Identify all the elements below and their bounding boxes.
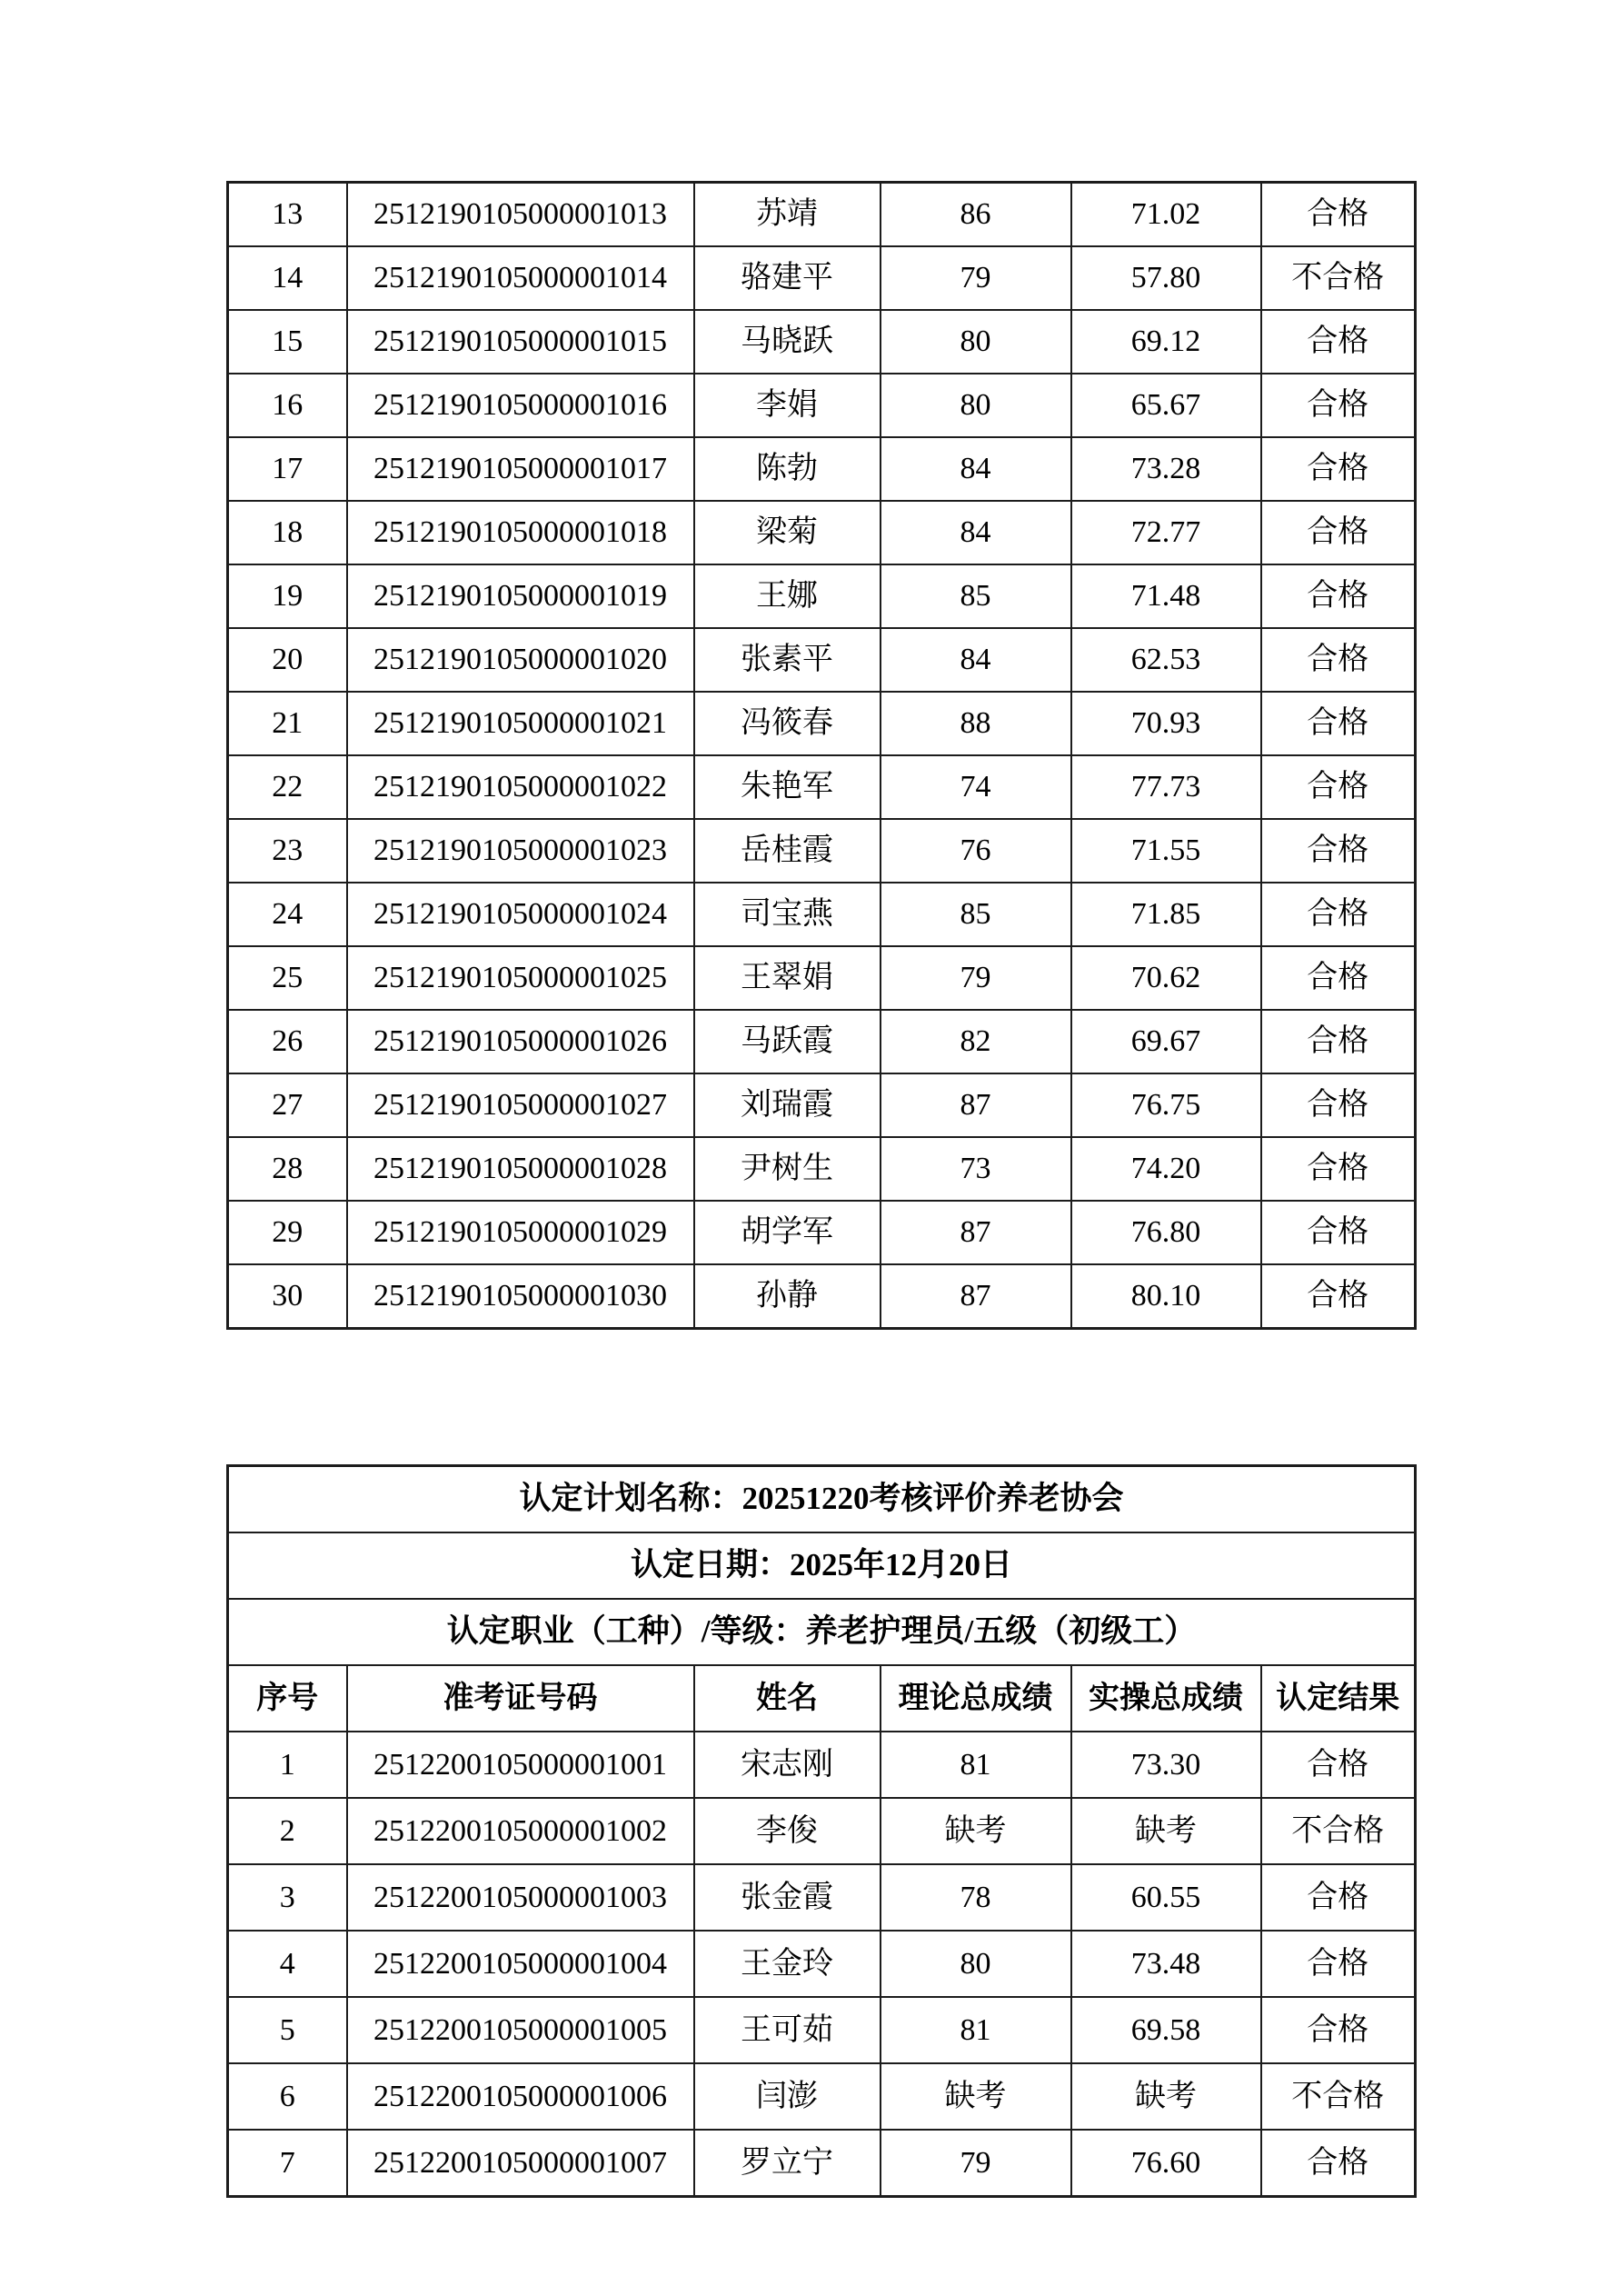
table-row	[228, 310, 1416, 374]
table-row	[228, 1201, 1416, 1264]
table-cell: 71.48	[1071, 564, 1261, 628]
table-cell: 76.80	[1071, 1201, 1261, 1264]
certification-results-table-second-plan	[226, 1464, 1417, 2198]
table-cell: 24	[228, 883, 347, 946]
table-cell: 19	[228, 564, 347, 628]
table-cell: 2512190105000001029	[347, 1201, 694, 1264]
column-header: 准考证号码	[347, 1665, 694, 1732]
table-cell: 合格	[1261, 946, 1416, 1010]
table-row	[228, 246, 1416, 310]
table-row	[228, 819, 1416, 883]
table-cell: 司宝燕	[694, 883, 881, 946]
table-cell: 71.02	[1071, 183, 1261, 247]
table-cell: 74.20	[1071, 1137, 1261, 1201]
table-cell: 27	[228, 1073, 347, 1137]
certification-date-title-row	[228, 1532, 1416, 1599]
table-cell: 2512190105000001021	[347, 692, 694, 755]
table-row	[228, 1073, 1416, 1137]
certification-date-title: 认定日期：2025年12月20日	[228, 1532, 1416, 1599]
table-cell: 刘瑞霞	[694, 1073, 881, 1137]
table-cell: 2512190105000001013	[347, 183, 694, 247]
table-cell: 2512200105000001002	[347, 1798, 694, 1864]
table-row	[228, 1137, 1416, 1201]
table-cell: 21	[228, 692, 347, 755]
table-row	[228, 1997, 1416, 2063]
table-cell: 合格	[1261, 1732, 1416, 1798]
table-cell: 80	[881, 1931, 1071, 1997]
table-cell: 20	[228, 628, 347, 692]
table-cell: 岳桂霞	[694, 819, 881, 883]
table-cell: 81	[881, 1997, 1071, 2063]
table-cell: 合格	[1261, 2130, 1416, 2197]
table-cell: 2512200105000001001	[347, 1732, 694, 1798]
column-header: 实操总成绩	[1071, 1665, 1261, 1732]
table-cell: 2512190105000001027	[347, 1073, 694, 1137]
table-cell: 76	[881, 819, 1071, 883]
table-cell: 陈勃	[694, 437, 881, 501]
table-cell: 合格	[1261, 501, 1416, 564]
table-cell: 2512190105000001019	[347, 564, 694, 628]
table-cell: 84	[881, 437, 1071, 501]
table-cell: 合格	[1261, 183, 1416, 247]
table-cell: 合格	[1261, 1010, 1416, 1073]
table-cell: 16	[228, 374, 347, 437]
table-cell: 2512190105000001024	[347, 883, 694, 946]
table-cell: 骆建平	[694, 246, 881, 310]
plan-name-title: 认定计划名称：20251220考核评价养老协会	[228, 1466, 1416, 1533]
table-cell: 25	[228, 946, 347, 1010]
table-row	[228, 501, 1416, 564]
table-cell: 合格	[1261, 1264, 1416, 1329]
table-cell: 2512190105000001016	[347, 374, 694, 437]
plan-name-title-row	[228, 1466, 1416, 1533]
table-cell: 85	[881, 564, 1071, 628]
table-cell: 2512190105000001017	[347, 437, 694, 501]
table-cell: 合格	[1261, 1931, 1416, 1997]
table-cell: 71.85	[1071, 883, 1261, 946]
table-cell: 84	[881, 628, 1071, 692]
table-cell: 15	[228, 310, 347, 374]
table-cell: 79	[881, 246, 1071, 310]
table-cell: 4	[228, 1931, 347, 1997]
table-cell: 朱艳军	[694, 755, 881, 819]
table-cell: 6	[228, 2063, 347, 2130]
table-row	[228, 183, 1416, 247]
table-cell: 不合格	[1261, 246, 1416, 310]
table-cell: 缺考	[1071, 2063, 1261, 2130]
table-cell: 79	[881, 2130, 1071, 2197]
table-row	[228, 1931, 1416, 1997]
table-cell: 2512190105000001015	[347, 310, 694, 374]
table-cell: 28	[228, 1137, 347, 1201]
table-cell: 合格	[1261, 310, 1416, 374]
table-cell: 李俊	[694, 1798, 881, 1864]
occupation-level-title: 认定职业（工种）/等级：养老护理员/五级（初级工）	[228, 1599, 1416, 1665]
table-row	[228, 692, 1416, 755]
table-cell: 冯筱春	[694, 692, 881, 755]
table-cell: 87	[881, 1201, 1071, 1264]
column-header: 序号	[228, 1665, 347, 1732]
table-row	[228, 1732, 1416, 1798]
table-cell: 74	[881, 755, 1071, 819]
table-cell: 孙静	[694, 1264, 881, 1329]
column-header-row	[228, 1665, 1416, 1732]
table-cell: 7	[228, 2130, 347, 2197]
table-row	[228, 437, 1416, 501]
table-row	[228, 628, 1416, 692]
table-row	[228, 1798, 1416, 1864]
table-cell: 2512190105000001028	[347, 1137, 694, 1201]
table-cell: 69.12	[1071, 310, 1261, 374]
table-cell: 2512190105000001030	[347, 1264, 694, 1329]
table-cell: 罗立宁	[694, 2130, 881, 2197]
table-cell: 马晓跃	[694, 310, 881, 374]
table-cell: 合格	[1261, 1201, 1416, 1264]
table-cell: 2512200105000001004	[347, 1931, 694, 1997]
table-cell: 79	[881, 946, 1071, 1010]
certification-results-table-continued	[226, 181, 1417, 1330]
table-cell: 80	[881, 374, 1071, 437]
table-cell: 缺考	[1071, 1798, 1261, 1864]
column-header: 姓名	[694, 1665, 881, 1732]
table-cell: 马跃霞	[694, 1010, 881, 1073]
table-cell: 85	[881, 883, 1071, 946]
table-cell: 合格	[1261, 1137, 1416, 1201]
table-cell: 合格	[1261, 374, 1416, 437]
table-cell: 合格	[1261, 755, 1416, 819]
table-cell: 82	[881, 1010, 1071, 1073]
table-cell: 73	[881, 1137, 1071, 1201]
table-cell: 69.58	[1071, 1997, 1261, 2063]
table-cell: 缺考	[881, 2063, 1071, 2130]
table-row	[228, 1264, 1416, 1329]
table-cell: 71.55	[1071, 819, 1261, 883]
table-cell: 合格	[1261, 1997, 1416, 2063]
table-cell: 84	[881, 501, 1071, 564]
table-cell: 17	[228, 437, 347, 501]
table-cell: 23	[228, 819, 347, 883]
table-cell: 72.77	[1071, 501, 1261, 564]
table-cell: 2512190105000001020	[347, 628, 694, 692]
table-cell: 14	[228, 246, 347, 310]
table-row	[228, 2063, 1416, 2130]
table-cell: 22	[228, 755, 347, 819]
table-cell: 5	[228, 1997, 347, 2063]
table-cell: 87	[881, 1073, 1071, 1137]
table-cell: 2512200105000001003	[347, 1864, 694, 1931]
table-cell: 王娜	[694, 564, 881, 628]
table-cell: 2512190105000001018	[347, 501, 694, 564]
table-cell: 2512190105000001014	[347, 246, 694, 310]
table-cell: 2512200105000001006	[347, 2063, 694, 2130]
table-cell: 王金玲	[694, 1931, 881, 1997]
table-cell: 宋志刚	[694, 1732, 881, 1798]
table-cell: 张金霞	[694, 1864, 881, 1931]
table-cell: 86	[881, 183, 1071, 247]
table-cell: 73.48	[1071, 1931, 1261, 1997]
table-cell: 76.60	[1071, 2130, 1261, 2197]
table-cell: 李娟	[694, 374, 881, 437]
table-cell: 2512200105000001007	[347, 2130, 694, 2197]
table-cell: 60.55	[1071, 1864, 1261, 1931]
table-row	[228, 1864, 1416, 1931]
table-cell: 3	[228, 1864, 347, 1931]
table-cell: 2512190105000001026	[347, 1010, 694, 1073]
table-cell: 梁菊	[694, 501, 881, 564]
table-row	[228, 564, 1416, 628]
table-row	[228, 2130, 1416, 2197]
table-row	[228, 883, 1416, 946]
table-cell: 73.30	[1071, 1732, 1261, 1798]
table-cell: 合格	[1261, 564, 1416, 628]
table-cell: 合格	[1261, 1864, 1416, 1931]
occupation-level-title-row	[228, 1599, 1416, 1665]
table-cell: 88	[881, 692, 1071, 755]
table-row	[228, 374, 1416, 437]
table-cell: 76.75	[1071, 1073, 1261, 1137]
table-cell: 2	[228, 1798, 347, 1864]
table-cell: 70.62	[1071, 946, 1261, 1010]
table-cell: 不合格	[1261, 2063, 1416, 2130]
table-cell: 18	[228, 501, 347, 564]
table-cell: 尹树生	[694, 1137, 881, 1201]
table-cell: 77.73	[1071, 755, 1261, 819]
table-cell: 2512190105000001023	[347, 819, 694, 883]
table-cell: 1	[228, 1732, 347, 1798]
table-cell: 70.93	[1071, 692, 1261, 755]
column-header: 认定结果	[1261, 1665, 1416, 1732]
table-cell: 苏靖	[694, 183, 881, 247]
table-cell: 2512190105000001022	[347, 755, 694, 819]
table-cell: 81	[881, 1732, 1071, 1798]
table-cell: 69.67	[1071, 1010, 1261, 1073]
table-cell: 张素平	[694, 628, 881, 692]
table-row	[228, 946, 1416, 1010]
table2-body	[228, 1466, 1416, 2197]
table-cell: 57.80	[1071, 246, 1261, 310]
table-cell: 65.67	[1071, 374, 1261, 437]
table-cell: 合格	[1261, 437, 1416, 501]
table-cell: 合格	[1261, 1073, 1416, 1137]
table-cell: 胡学军	[694, 1201, 881, 1264]
table1-body	[228, 183, 1416, 1329]
table-row	[228, 1010, 1416, 1073]
table-cell: 80.10	[1071, 1264, 1261, 1329]
table-cell: 26	[228, 1010, 347, 1073]
column-header: 理论总成绩	[881, 1665, 1071, 1732]
table-cell: 合格	[1261, 692, 1416, 755]
table-cell: 73.28	[1071, 437, 1261, 501]
table-cell: 合格	[1261, 628, 1416, 692]
table-cell: 2512190105000001025	[347, 946, 694, 1010]
table-row	[228, 755, 1416, 819]
table-cell: 30	[228, 1264, 347, 1329]
table-cell: 80	[881, 310, 1071, 374]
table-cell: 不合格	[1261, 1798, 1416, 1864]
table-cell: 王可茹	[694, 1997, 881, 2063]
table-cell: 缺考	[881, 1798, 1071, 1864]
table-cell: 62.53	[1071, 628, 1261, 692]
table-cell: 王翠娟	[694, 946, 881, 1010]
table-cell: 87	[881, 1264, 1071, 1329]
table-cell: 合格	[1261, 819, 1416, 883]
table-cell: 2512200105000001005	[347, 1997, 694, 2063]
table-cell: 合格	[1261, 883, 1416, 946]
table-cell: 13	[228, 183, 347, 247]
table-cell: 闫澎	[694, 2063, 881, 2130]
table-cell: 29	[228, 1201, 347, 1264]
table-cell: 78	[881, 1864, 1071, 1931]
